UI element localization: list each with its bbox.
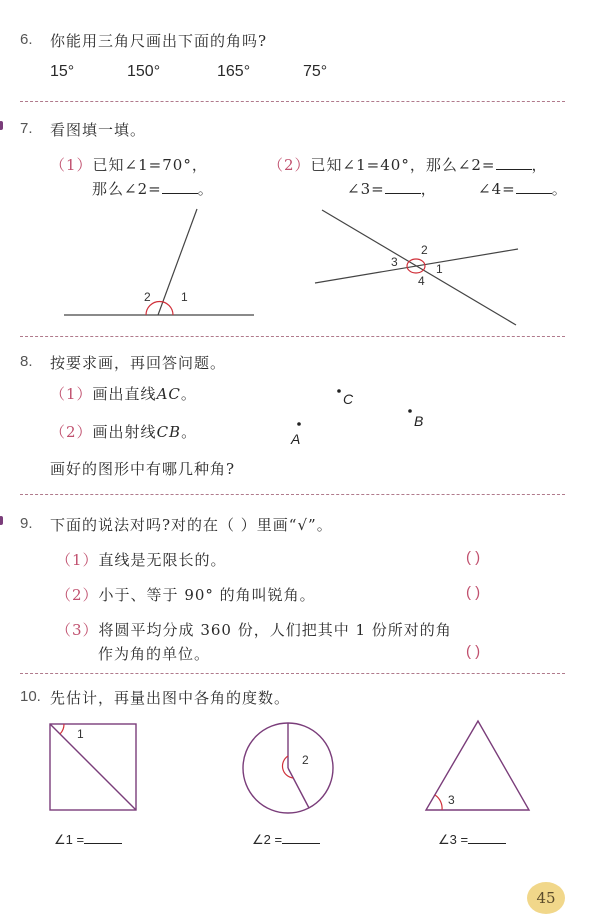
section-divider [20, 494, 565, 495]
angle-label: 2 [421, 243, 428, 257]
point-label-c: C [343, 391, 354, 407]
angle-label: 1 [181, 290, 188, 304]
answer-blank[interactable] [496, 155, 532, 170]
statement-1: （1）直线是无限长的。 [56, 551, 227, 569]
page-number: 45 [527, 882, 565, 914]
answer-blank[interactable] [468, 829, 506, 844]
answer-bracket[interactable]: ( ) [466, 549, 481, 566]
angle-value: 150° [127, 63, 161, 80]
angle-label: 3 [391, 255, 398, 269]
angle-value: 165° [217, 63, 251, 80]
point-label-b: B [414, 413, 424, 429]
triangle-figure [422, 718, 534, 814]
question-number: 8. [20, 353, 33, 370]
question-number: 7. [20, 120, 33, 137]
answer-blank[interactable] [516, 179, 552, 194]
margin-marker [0, 516, 3, 525]
angle-value: 75° [303, 63, 328, 80]
subquestion-1: （1）已知∠1=70°， [50, 156, 208, 174]
margin-marker [0, 121, 3, 130]
circle-figure [240, 720, 336, 816]
answer-blank[interactable] [385, 179, 421, 194]
statement-3-line2: 作为角的单位。 [98, 645, 211, 663]
angle-label: 4 [418, 274, 425, 288]
answer-blank[interactable] [84, 829, 122, 844]
answer-bracket[interactable]: ( ) [466, 584, 481, 601]
square-figure [46, 720, 142, 816]
subquestion-2-line2: ∠3= ， [347, 180, 437, 198]
section-divider [20, 673, 565, 674]
subquestion-2: （2）已知∠1=40°，那么∠2= ， [268, 156, 548, 174]
angle-label: 1 [436, 262, 443, 276]
question-number: 10. [20, 688, 41, 705]
follow-up-question: 画好的图形中有哪几种角? [50, 460, 236, 478]
question-text: 看图填一填。 [50, 121, 147, 139]
angle-figure-1 [60, 205, 260, 320]
intersecting-lines-figure [312, 205, 524, 330]
question-number: 9. [20, 515, 33, 532]
statement-3: （3）将圆平均分成 360 份，人们把其中 1 份所对的角 [56, 621, 452, 639]
answer-blank[interactable] [282, 829, 320, 844]
answer-angle-1: ∠1 = [54, 829, 122, 848]
angle-label: 2 [302, 753, 309, 767]
answer-blank[interactable] [162, 179, 198, 194]
angle-label: 2 [144, 290, 151, 304]
question-text: 你能用三角尺画出下面的角吗? [50, 32, 268, 50]
question-number: 6. [20, 31, 33, 48]
point-label-a: A [291, 431, 301, 447]
answer-angle-2: ∠2 = [252, 829, 320, 848]
question-text: 先估计，再量出图中各角的度数。 [50, 689, 291, 707]
subquestion-1: （1）画出直线AC。 [50, 385, 197, 403]
angle-value: 15° [50, 63, 75, 80]
question-text: 下面的说法对吗?对的在（ ）里画“√”。 [50, 516, 333, 534]
answer-bracket[interactable]: ( ) [466, 643, 481, 660]
angle-label: 3 [448, 793, 455, 807]
angle-label: 1 [77, 727, 84, 741]
answer-angle-3: ∠3 = [438, 829, 506, 848]
subquestion-1-line2: 那么∠2= 。 [92, 180, 214, 198]
points-figure [280, 380, 440, 452]
subquestion-2: （2）画出射线CB。 [50, 423, 198, 441]
section-divider [20, 101, 565, 102]
subquestion-2-line2b: ∠4= 。 [478, 180, 568, 198]
question-text: 按要求画，再回答问题。 [50, 354, 227, 372]
statement-2: （2）小于、等于 90° 的角叫锐角。 [56, 586, 316, 604]
section-divider [20, 336, 565, 337]
